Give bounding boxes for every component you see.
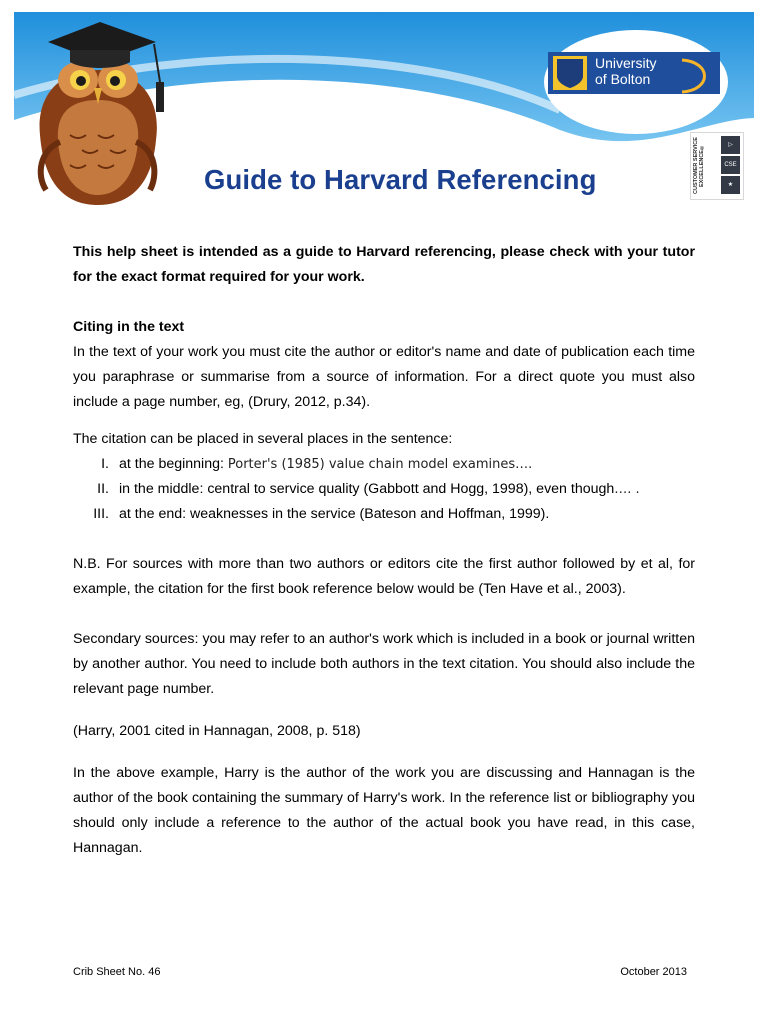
list-number: III. bbox=[93, 506, 109, 522]
intro-text: This help sheet is intended as a guide to Harvard referencing, please check with your tutor for the exact format required for your work. bbox=[73, 244, 695, 285]
customer-service-excellence-badge bbox=[690, 132, 744, 200]
list-item-text: in the middle: central to service quality (Gabbott and Hogg, 1998), even though bbox=[119, 481, 615, 497]
list-item-example: …. . bbox=[614, 482, 640, 497]
secondary-sources-paragraph: Secondary sources: you may refer to an author's work which is included in a book or journal written by another author. You need to include both authors in the text citation. You should also include the relevant page number. bbox=[73, 631, 695, 697]
play-icon: ▷ bbox=[721, 136, 740, 154]
section-heading: Citing in the text bbox=[73, 319, 185, 335]
nb-paragraph: N.B. For sources with more than two authors or editors cite the first author followed by et al, for example, the citation for the first book reference below would be (Ten Have et al., 2003). bbox=[73, 556, 695, 597]
placement-lead: The citation can be placed in several places in the sentence: bbox=[73, 431, 453, 447]
university-logo bbox=[595, 55, 656, 87]
logo-line-1: University bbox=[595, 55, 657, 71]
citing-paragraph: In the text of your work you must cite the author or editor's name and date of publication each time you paraphrase or summarise from a source of information. For a direct quote you must also include a page number, eg, (Drury, 2012, p.34). bbox=[73, 344, 695, 410]
list-number: I. bbox=[101, 456, 109, 472]
example-citation: (Harry, 2001 cited in Hannagan, 2008, p. 518) bbox=[73, 723, 361, 739]
main-content bbox=[73, 240, 695, 861]
list-item-text: at the beginning: bbox=[119, 456, 228, 472]
list-item bbox=[73, 502, 695, 527]
page-title: Guide to Harvard Referencing bbox=[204, 164, 597, 195]
citation-placement-list bbox=[73, 452, 695, 527]
footer-date: October 2013 bbox=[620, 966, 687, 978]
list-item bbox=[73, 477, 695, 502]
badge-label: CUSTOMER SERVICE EXCELLENCE® bbox=[693, 137, 705, 195]
list-item-text: at the end: weaknesses in the service (Bateson and Hoffman, 1999). bbox=[119, 506, 550, 522]
list-item-example: Porter's (1985) value chain model examines…. bbox=[227, 457, 533, 472]
explanation-paragraph: In the above example, Harry is the author of the work you are discussing and Hannagan is the author of the book containing the summary of Harry's work. In the reference list or bibliography you should only include a reference to the author of the actual book you have read, in this case, Hannagan. bbox=[73, 765, 695, 856]
star-icon: ★ bbox=[721, 176, 740, 194]
page-header bbox=[0, 0, 768, 215]
logo-line-2: of Bolton bbox=[595, 71, 651, 87]
badge-cse: CSE bbox=[721, 156, 740, 174]
list-item bbox=[73, 452, 695, 477]
footer-sheet-number: Crib Sheet No. 46 bbox=[73, 966, 161, 978]
list-number: II. bbox=[97, 481, 109, 497]
